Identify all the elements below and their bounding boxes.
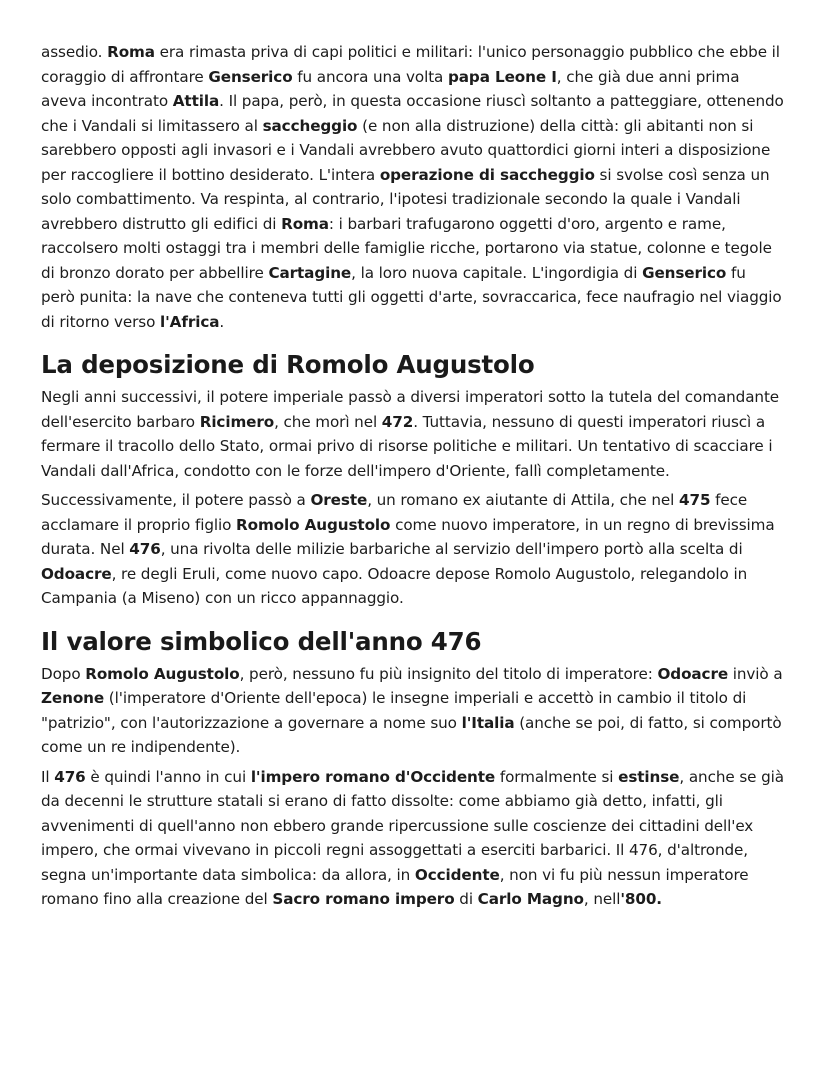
bold-term: Cartagine: [268, 263, 352, 282]
bold-term: 476: [54, 767, 86, 786]
text-run: fece acclamare il proprio figlio: [41, 491, 748, 534]
text-run: , la loro nuova capitale. L'ingordigia di: [351, 263, 643, 282]
paragraph-sack-of-rome: [41, 40, 784, 334]
bold-term: Genserico: [208, 67, 293, 86]
text-run: .: [219, 312, 225, 331]
bold-term: Ricimero: [199, 412, 275, 431]
text-run: inviò a: [728, 664, 783, 683]
text-run: , non vi fu più nessun imperatore romano fino alla creazione del: [41, 865, 749, 908]
text-run: formalmente si: [495, 767, 619, 786]
bold-term: Oreste: [310, 491, 368, 509]
bold-term: Carlo Magno: [477, 890, 584, 908]
text-run: è quindi l'anno in cui: [85, 767, 251, 786]
bold-term: Odoacre: [657, 664, 729, 683]
text-run: assedio.: [41, 43, 108, 61]
bold-term: Roma: [107, 43, 155, 61]
bold-term: Attila: [172, 92, 220, 110]
text-run: (anche se poi, di fatto, si comportò come un re indipendente).: [41, 713, 782, 756]
heading-valore-simbolico-476: Il valore simbolico dell'anno 476: [41, 626, 482, 656]
bold-term: 472: [381, 412, 414, 431]
text-run: Successivamente, il potere passò a: [41, 491, 311, 509]
text-run: di: [454, 890, 478, 908]
paragraph-ricimero: [41, 385, 784, 483]
bold-term: Genserico: [642, 263, 727, 282]
text-run: , nell: [583, 890, 621, 908]
text-run: (e non alla distruzione) della città: gli abitanti non si sarebbero opposti agli invasori e i Vandali avrebbero avuto quattordici giorni interi a disposizione per raccogliere il bottino desiderato. L'intera: [41, 116, 771, 184]
paragraph-zenone: [41, 662, 784, 760]
text-run: , che morì nel: [274, 412, 382, 431]
text-run: fu ancora una volta: [292, 67, 448, 86]
text-run: . Tuttavia, nessuno di questi imperatori riuscì a fermare il tracollo dello Stato, ormai privo di risorse politiche e militari. Un tentativo di scacciare i Vandali dall'Africa, condotto con le forze dell'impero d'Oriente, fallì completamente.: [41, 412, 773, 480]
text-run: . Il papa, però, in questa occasione riuscì soltanto a patteggiare, ottenendo che i Vandali si limitassero al: [41, 92, 784, 135]
text-run: , re degli Eruli, come nuovo capo. Odoacre depose Romolo Augustolo, relegandolo in Campania (a Miseno) con un ricco appannaggio.: [41, 564, 748, 607]
text-run: era rimasta priva di capi politici e militari: l'unico personaggio pubblico che ebbe il coraggio di affrontare: [41, 43, 780, 86]
text-run: , un romano ex aiutante di Attila, che nel: [367, 491, 680, 509]
heading-deposizione-romolo-augustolo: La deposizione di Romolo Augustolo: [41, 350, 535, 379]
bold-term: Zenone: [41, 689, 105, 707]
bold-term: estinse: [618, 767, 680, 786]
bold-term: '800.: [620, 890, 662, 908]
text-run: , anche se già da decenni le strutture statali si erano di fatto dissolte: come abbiamo già detto, infatti, gli avvenimenti di quell'anno non ebbero grande ripercussione sulle coscienze dei cittadini dell'ex impero, che ormai vivevano in piccoli regni assoggettati a eserciti barbarici. Il 476, d'altronde, segna un'importante data simbolica: da allora, in: [41, 767, 784, 884]
bold-term: Sacro romano impero: [272, 890, 455, 908]
bold-term: Roma: [281, 214, 329, 233]
bold-term: papa Leone I: [448, 67, 557, 86]
bold-term: saccheggio: [262, 116, 358, 135]
bold-term: Odoacre: [41, 564, 112, 583]
text-run: si svolse così senza un solo combattimento. Va respinta, al contrario, l'ipotesi tradizionale secondo la quale i Vandali avrebbero distrutto gli edifici di: [41, 165, 770, 233]
bold-term: l'impero romano d'Occidente: [250, 767, 496, 786]
text-run: , però, nessuno fu più insignito del titolo di imperatore:: [239, 664, 658, 683]
bold-term: Occidente: [414, 865, 500, 884]
text-run: come nuovo imperatore, in un regno di brevissima durata. Nel: [41, 515, 775, 558]
bold-term: 476: [129, 540, 161, 558]
bold-term: operazione di saccheggio: [379, 165, 595, 184]
text-run: : i barbari trafugarono oggetti d'oro, argento e rame, raccolsero molti ostaggi tra i membri delle famiglie ricche, portarono via statue, colonne e tegole di bronzo dorato per abbellire: [41, 214, 772, 282]
text-run: Il: [41, 767, 55, 786]
text-run: (l'imperatore d'Oriente dell'epoca) le insegne imperiali e accettò in cambio il titolo di "patrizio", con l'autorizzazione a governare a nome suo: [41, 689, 747, 732]
text-run: Negli anni successivi, il potere imperiale passò a diversi imperatori sotto la tutela del comandante dell'esercito barbaro: [41, 388, 780, 431]
bold-term: l'Italia: [461, 713, 515, 732]
bold-term: Romolo Augustolo: [236, 515, 391, 534]
bold-term: Romolo Augustolo: [85, 664, 240, 683]
text-run: , una rivolta delle milizie barbariche al servizio dell'impero portò alla scelta di: [160, 540, 743, 558]
text-run: Dopo: [41, 664, 86, 683]
bold-term: 475: [679, 491, 711, 509]
paragraph-fine-impero-occidente: [41, 765, 784, 912]
paragraph-oreste-odoacre: [41, 488, 784, 611]
text-run: fu però punita: la nave che conteneva tutti gli oggetti d'arte, sovraccarica, fece naufragio nel viaggio di ritorno verso: [41, 263, 782, 331]
text-run: , che già due anni prima aveva incontrato: [41, 67, 740, 110]
bold-term: l'Africa: [160, 312, 220, 331]
